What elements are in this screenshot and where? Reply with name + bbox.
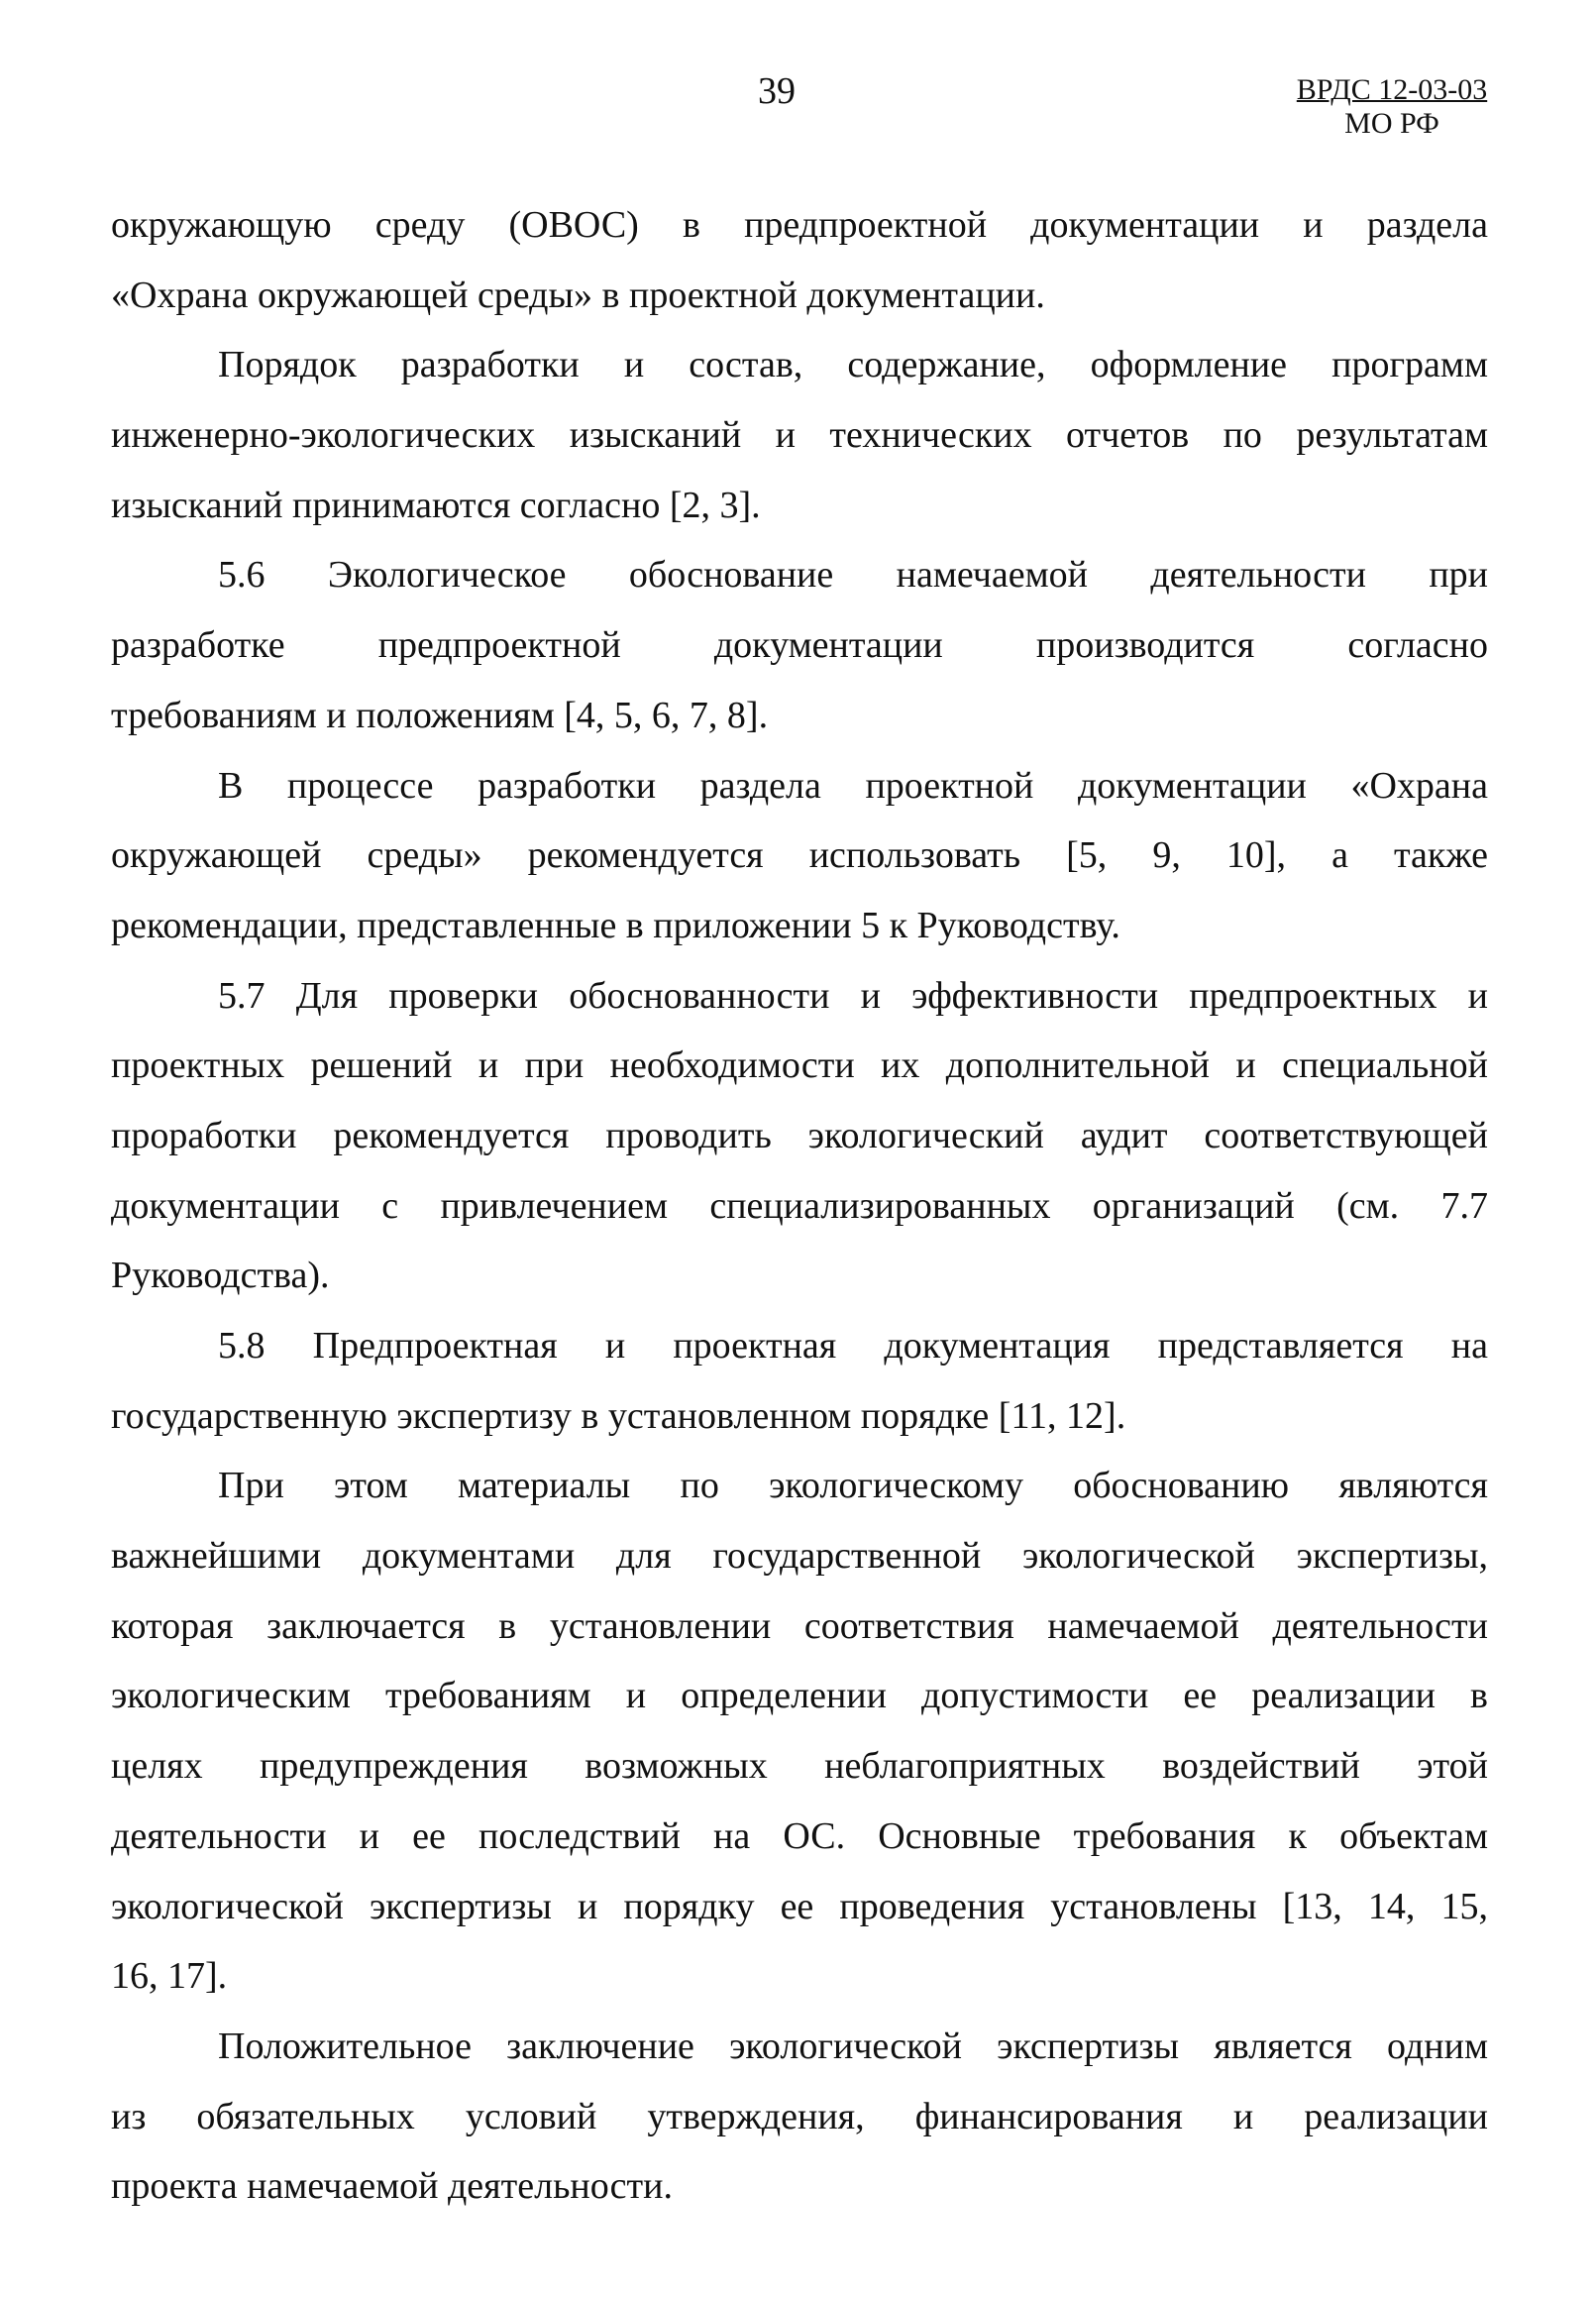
text-line: «Охрана окружающей среды» в проектной документации. <box>111 274 1045 316</box>
text-line: экологической экспертизы и порядку ее проведения установлены [13, 14, 15, <box>111 1885 1488 1927</box>
paragraph <box>111 1311 1488 1451</box>
paragraph <box>111 751 1488 961</box>
text-line: 5.6 Экологическое обоснование намечаемой деятельности при <box>218 554 1488 597</box>
text-line: 16, 17]. <box>111 1955 228 1998</box>
paragraph <box>111 961 1488 1311</box>
paragraph <box>111 2012 1488 2222</box>
text-line: проекта намечаемой деятельности. <box>111 2165 673 2208</box>
text-line: проработки рекомендуется проводить экологический аудит соответствующей <box>111 1114 1488 1156</box>
text-line: Порядок разработки и состав, содержание, оформление программ <box>218 344 1488 386</box>
text-line: важнейшими документами для государственной экологической экспертизы, <box>111 1535 1488 1578</box>
text-line: изысканий принимаются согласно [2, 3]. <box>111 484 761 526</box>
document-code <box>1293 73 1491 141</box>
paragraph <box>111 1451 1488 2012</box>
text-line: экологическим требованиям и определении допустимости ее реализации в <box>111 1675 1488 1717</box>
page-number: 39 <box>758 70 796 112</box>
text-line: разработке предпроектной документации производится согласно <box>111 624 1488 667</box>
text-line: Руководства). <box>111 1255 330 1297</box>
doc-code: ВРДС 12-03-03 <box>1296 73 1488 106</box>
text-line: документации с привлечением специализированных организаций (см. 7.7 <box>111 1184 1488 1227</box>
text-line: проектных решений и при необходимости их дополнительной и специальной <box>111 1044 1488 1087</box>
text-line: окружающей среды» рекомендуется использовать [5, 9, 10], а также <box>111 834 1488 877</box>
text-line: рекомендации, представленные в приложении 5 к Руководству. <box>111 904 1120 946</box>
paragraph <box>111 190 1488 330</box>
text-line: которая заключается в установлении соответствия намечаемой деятельности <box>111 1604 1488 1647</box>
text-line: целях предупреждения возможных неблагоприятных воздействий этой <box>111 1745 1488 1788</box>
document-body <box>111 190 1488 2222</box>
organization: МО РФ <box>1344 107 1439 140</box>
text-line: 5.7 Для проверки обоснованности и эффективности предпроектных и <box>218 974 1488 1017</box>
paragraph <box>111 540 1488 750</box>
text-line: Положительное заключение экологической экспертизы является одним <box>218 2024 1488 2067</box>
text-line: В процессе разработки раздела проектной документации «Охрана <box>218 764 1488 807</box>
text-line: инженерно-экологических изысканий и технических отчетов по результатам <box>111 414 1488 457</box>
text-line: государственную экспертизу в установленном порядке [11, 12]. <box>111 1394 1126 1437</box>
paragraph <box>111 330 1488 540</box>
text-line: 5.8 Предпроектная и проектная документация представляется на <box>218 1325 1488 1367</box>
text-line: деятельности и ее последствий на ОС. Основные требования к объектам <box>111 1814 1488 1857</box>
text-line: окружающую среду (ОВОС) в предпроектной документации и раздела <box>111 204 1488 246</box>
text-line: При этом материалы по экологическому обоснованию являются <box>218 1465 1488 1507</box>
text-line: из обязательных условий утверждения, финансирования и реализации <box>111 2095 1488 2137</box>
text-line: требованиям и положениям [4, 5, 6, 7, 8]. <box>111 694 769 736</box>
